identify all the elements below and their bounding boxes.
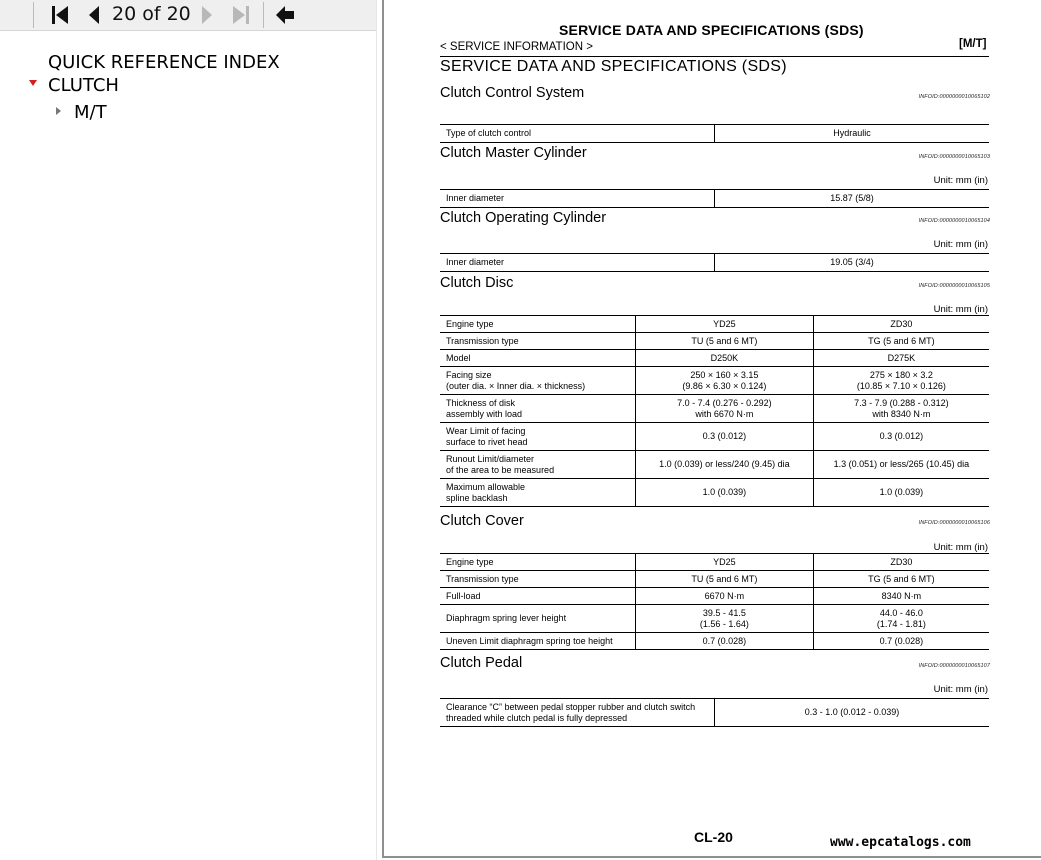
spec-label-cell: Type of clutch control: [440, 125, 715, 143]
table-row: [440, 571, 989, 588]
spec-label-cell: Full-load: [440, 588, 635, 605]
spec-value-cell: ZD30: [813, 554, 989, 571]
table-row: [440, 479, 989, 507]
info-id: INFOID:0000000010065102: [918, 94, 990, 100]
spec-label-cell: Transmission type: [440, 333, 635, 350]
spec-label-cell: Maximum allowable spline backlash: [440, 479, 635, 507]
unit-label: Unit: mm (in): [933, 684, 988, 695]
info-id: INFOID:0000000010065107: [918, 663, 990, 669]
spec-value-cell: TG (5 and 6 MT): [813, 333, 989, 350]
table-row: [440, 333, 989, 350]
toolbar-divider: [263, 2, 264, 28]
watermark: www.epcatalogs.com: [830, 835, 971, 850]
unit-label: Unit: mm (in): [933, 239, 988, 250]
first-page-button[interactable]: [45, 0, 75, 30]
document-page: [382, 0, 1041, 858]
table-row: [440, 451, 989, 479]
spec-value-cell: YD25: [635, 554, 813, 571]
spec-label-cell: Wear Limit of facing surface to rivet head: [440, 423, 635, 451]
spec-value-cell: 0.3 - 1.0 (0.012 - 0.039): [715, 699, 990, 727]
header-divider: [440, 56, 989, 57]
spec-label-cell: Diaphragm spring lever height: [440, 605, 635, 633]
spec-value-cell: 275 × 180 × 3.2 (10.85 × 7.10 × 0.126): [813, 367, 989, 395]
spec-table-clutch-disc: [440, 315, 989, 507]
spec-label-cell: Inner diameter: [440, 190, 715, 208]
breadcrumb: < SERVICE INFORMATION >: [440, 41, 593, 53]
table-row: [440, 699, 989, 727]
spec-value-cell: 1.0 (0.039): [813, 479, 989, 507]
table-row: [440, 367, 989, 395]
spec-label-cell: Uneven Limit diaphragm spring toe height: [440, 633, 635, 650]
table-row: [440, 395, 989, 423]
spec-value-cell: 1.0 (0.039) or less/240 (9.45) dia: [635, 451, 813, 479]
spec-label-cell: Thickness of disk assembly with load: [440, 395, 635, 423]
collapsed-arrow-icon[interactable]: [56, 107, 61, 115]
next-page-button[interactable]: [196, 0, 218, 30]
spec-value-cell: 39.5 - 41.5 (1.56 - 1.64): [635, 605, 813, 633]
spec-value-cell: 0.7 (0.028): [813, 633, 989, 650]
page-title: SERVICE DATA AND SPECIFICATIONS (SDS): [559, 22, 864, 38]
last-page-icon: [232, 5, 250, 25]
spec-value-cell: 15.87 (5/8): [715, 190, 990, 208]
table-row: [440, 254, 989, 272]
spec-label-cell: Model: [440, 350, 635, 367]
last-page-button[interactable]: [226, 0, 256, 30]
spec-value-cell: 19.05 (3/4): [715, 254, 990, 272]
page-indicator: 20 of 20: [112, 3, 191, 25]
spec-label-cell: Facing size (outer dia. × Inner dia. × thickness): [440, 367, 635, 395]
toolbar-divider: [33, 2, 34, 28]
next-page-icon: [201, 5, 213, 25]
unit-label: Unit: mm (in): [933, 304, 988, 315]
spec-label-cell: Engine type: [440, 554, 635, 571]
expanded-arrow-icon[interactable]: [29, 80, 37, 86]
spec-value-cell: 6670 N·m: [635, 588, 813, 605]
section-title-clutch-pedal: Clutch Pedal: [440, 655, 523, 671]
spec-label-cell: Transmission type: [440, 571, 635, 588]
spec-value-cell: ZD30: [813, 316, 989, 333]
table-row: [440, 605, 989, 633]
table-row: [440, 125, 989, 143]
page-number: CL-20: [694, 829, 733, 845]
spec-label-cell: Engine type: [440, 316, 635, 333]
spec-label-cell: Inner diameter: [440, 254, 715, 272]
spec-table-clutch-operating-cylinder: [440, 253, 989, 272]
table-row: [440, 423, 989, 451]
spec-label-cell: Clearance “C” between pedal stopper rubber and clutch switch threaded while clutch pedal is fully depressed: [440, 699, 715, 727]
table-row: [440, 588, 989, 605]
spec-value-cell: 0.7 (0.028): [635, 633, 813, 650]
unit-label: Unit: mm (in): [933, 175, 988, 186]
spec-table-clutch-control: [440, 124, 989, 143]
spec-value-cell: YD25: [635, 316, 813, 333]
back-arrow-icon: [275, 5, 295, 25]
spec-value-cell: TG (5 and 6 MT): [813, 571, 989, 588]
tree-item-quick-reference-index[interactable]: QUICK REFERENCE INDEX: [48, 52, 280, 73]
table-row: [440, 350, 989, 367]
page-navigation-toolbar: [0, 0, 376, 31]
previous-page-icon: [88, 5, 100, 25]
back-button[interactable]: [270, 0, 300, 30]
document-viewer[interactable]: [376, 0, 1041, 860]
spec-value-cell: 0.3 (0.012): [813, 423, 989, 451]
info-id: INFOID:0000000010065105: [918, 283, 990, 289]
info-id: INFOID:0000000010065106: [918, 520, 990, 526]
section-title-clutch-disc: Clutch Disc: [440, 275, 514, 291]
spec-value-cell: 7.3 - 7.9 (0.288 - 0.312) with 8340 N·m: [813, 395, 989, 423]
first-page-icon: [51, 5, 69, 25]
spec-table-clutch-cover: [440, 553, 989, 650]
spec-value-cell: 1.3 (0.051) or less/265 (10.45) dia: [813, 451, 989, 479]
info-id: INFOID:0000000010065104: [918, 218, 990, 224]
spec-value-cell: 8340 N·m: [813, 588, 989, 605]
section-heading: SERVICE DATA AND SPECIFICATIONS (SDS): [440, 58, 787, 75]
section-title-clutch-control-system: Clutch Control System: [440, 85, 585, 101]
table-row: [440, 554, 989, 571]
spec-value-cell: D275K: [813, 350, 989, 367]
unit-label: Unit: mm (in): [933, 542, 988, 553]
spec-value-cell: TU (5 and 6 MT): [635, 571, 813, 588]
table-row: [440, 316, 989, 333]
table-row: [440, 633, 989, 650]
transmission-badge: [M/T]: [959, 38, 987, 50]
spec-value-cell: D250K: [635, 350, 813, 367]
spec-value-cell: 0.3 (0.012): [635, 423, 813, 451]
tree-item-clutch[interactable]: CLUTCH: [48, 75, 119, 96]
spec-value-cell: 7.0 - 7.4 (0.276 - 0.292) with 6670 N·m: [635, 395, 813, 423]
spec-value-cell: 1.0 (0.039): [635, 479, 813, 507]
spec-value-cell: 44.0 - 46.0 (1.74 - 1.81): [813, 605, 989, 633]
tree-item-mt[interactable]: M/T: [74, 102, 107, 123]
table-row: [440, 190, 989, 208]
previous-page-button[interactable]: [83, 0, 105, 30]
section-title-clutch-operating-cylinder: Clutch Operating Cylinder: [440, 210, 607, 226]
info-id: INFOID:0000000010065103: [918, 154, 990, 160]
spec-table-clutch-pedal: [440, 698, 989, 727]
section-title-clutch-master-cylinder: Clutch Master Cylinder: [440, 145, 587, 161]
spec-value-cell: 250 × 160 × 3.15 (9.86 × 6.30 × 0.124): [635, 367, 813, 395]
spec-label-cell: Runout Limit/diameter of the area to be measured: [440, 451, 635, 479]
navigation-panel: [0, 0, 376, 860]
spec-value-cell: TU (5 and 6 MT): [635, 333, 813, 350]
section-title-clutch-cover: Clutch Cover: [440, 513, 524, 529]
spec-table-clutch-master-cylinder: [440, 189, 989, 208]
spec-value-cell: Hydraulic: [715, 125, 990, 143]
